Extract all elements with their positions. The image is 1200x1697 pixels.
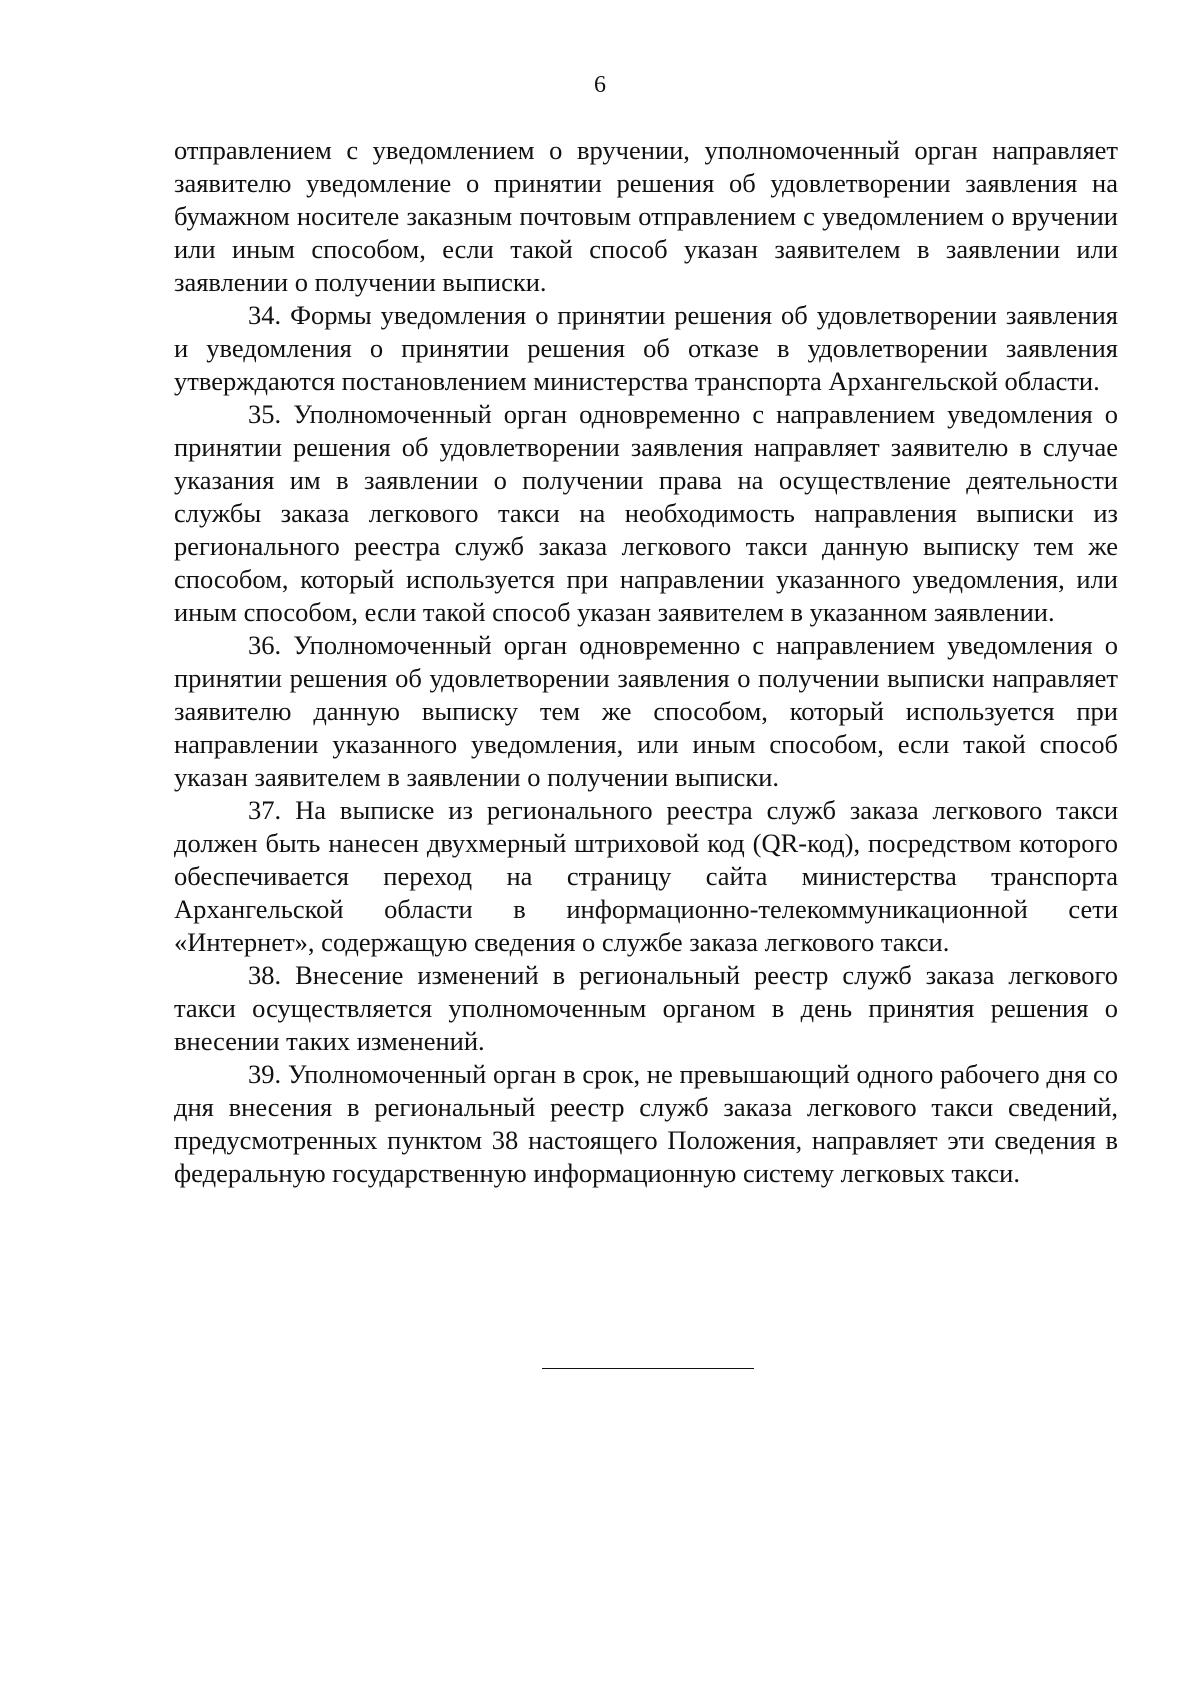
end-of-document-rule [542, 1368, 754, 1369]
paragraph-38: 38. Внесение изменений в региональный реестр служб заказа легкового такси осуществляется уполномоченным органом в день принятия решения о внесении таких изменений. [174, 960, 1118, 1056]
paragraph-36: 36. Уполномоченный орган одновременно с направлением уведомления о принятии решения об удовлетворении заявления о получении выписки направляет заявителю данную выписку тем же способом, который используется при направлении указанного уведомления, или иным способом, если такой способ указан заявителем в заявлении о получении выписки. [174, 630, 1118, 792]
paragraph-37: 37. На выписке из регионального реестра служб заказа легкового такси должен быть нанесен двухмерный штриховой код (QR-код), посредством которого обеспечивается переход на страницу сайта министерства транспорта Архангельской области в информационно-телекоммуникационной сети «Интернет», содержащую сведения о службе заказа легкового такси. [174, 795, 1118, 957]
paragraph-35: 35. Уполномоченный орган одновременно с направлением уведомления о принятии решения об удовлетворении заявления направляет заявителю в случае указания им в заявлении о получении права на осуществление деятельности службы заказа легкового такси на необходимость направления выписки из регионального реестра служб заказа легкового такси данную выписку тем же способом, который используется при направлении указанного уведомления, или иным способом, если такой способ указан заявителем в указанном заявлении. [174, 399, 1118, 627]
paragraph-34: 34. Формы уведомления о принятии решения об удовлетворении заявления и уведомления о принятии решения об отказе в удовлетворении заявления утверждаются постановлением министерства транспорта Архангельской области. [174, 300, 1118, 396]
page-number: 6 [594, 72, 606, 98]
paragraph-39: 39. Уполномоченный орган в срок, не превышающий одного рабочего дня со дня внесения в региональный реестр служб заказа легкового такси сведений, предусмотренных пунктом 38 настоящего Положения, направляет эти сведения в федеральную государственную информационную систему легковых такси. [174, 1059, 1118, 1188]
document-body [174, 134, 1118, 1190]
paragraph-continuation: отправлением с уведомлением о вручении, уполномоченный орган направляет заявителю уведомление о принятии решения об удовлетворении заявления на бумажном носителе заказным почтовым отправлением с уведомлением о вручении или иным способом, если такой способ указан заявителем в заявлении или заявлении о получении выписки. [174, 135, 1118, 297]
